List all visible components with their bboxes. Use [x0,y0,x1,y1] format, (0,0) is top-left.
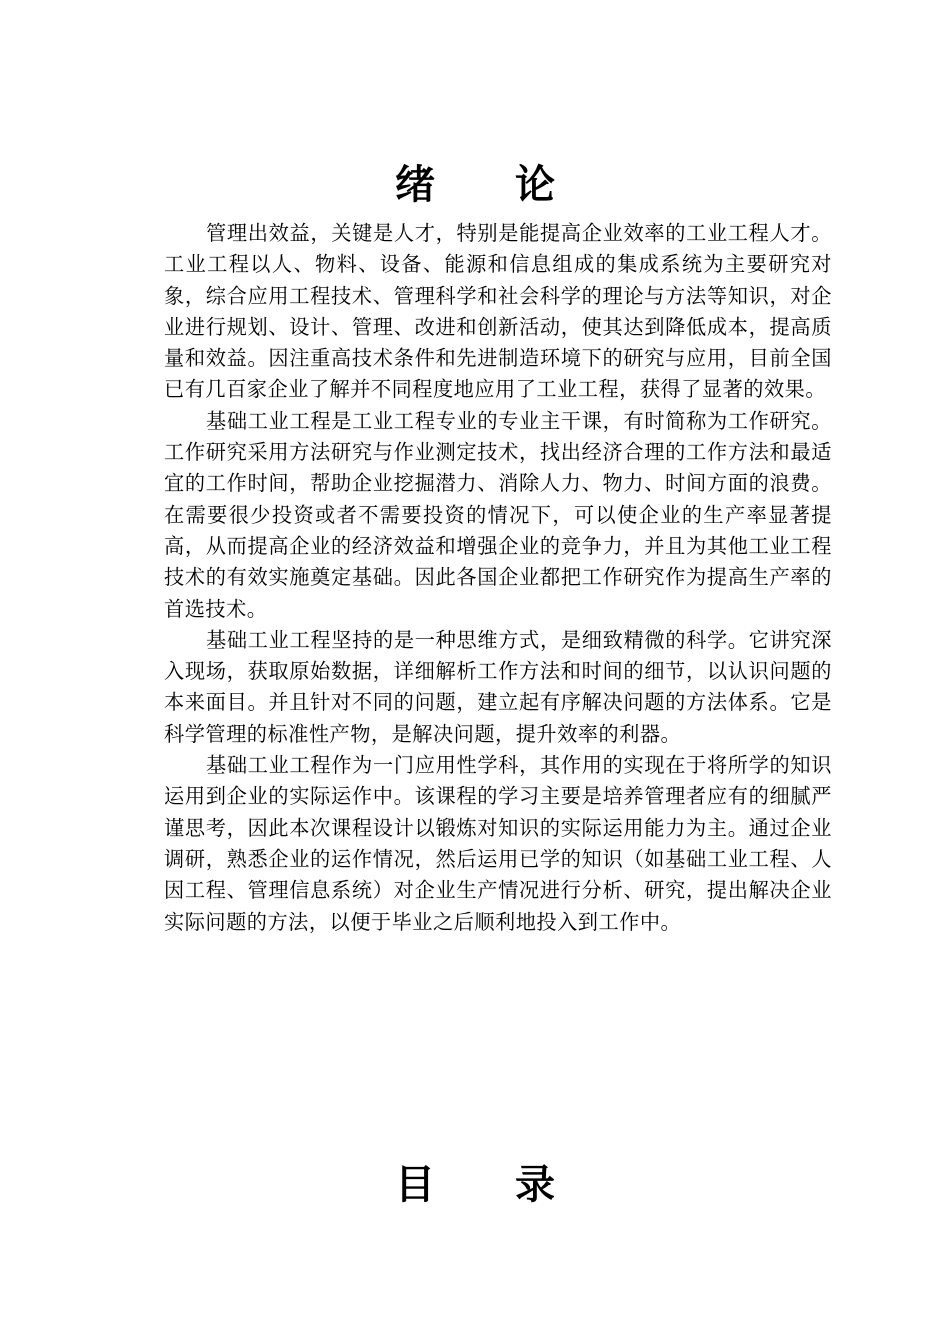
paragraph: 管理出效益，关键是人才，特别是能提高企业效率的工业工程人才。工业工程以人、物料、设备、能源和信息组成的集成系统为主要研究对象，综合应用工程技术、管理科学和社会科学的理论与方法等知识，对企业进行规划、设计、管理、改进和创新活动，使其达到降低成本，提高质量和效益。因注重高技术条件和先进制造环境下的研究与应用，目前全国已有几百家企业了解并不同程度地应用了工业工程，获得了显著的效果。 [164,221,832,402]
paragraph: 基础工业工程作为一门应用性学科，其作用的实现在于将所学的知识运用到企业的实际运作中。该课程的学习主要是培养管理者应有的细腻严谨思考，因此本次课程设计以锻炼对知识的实际运用能力为主。通过企业调研，熟悉企业的运作情况，然后运用已学的知识（如基础工业工程、人因工程、管理信息系统）对企业生产情况进行分析、研究，提出解决企业实际问题的方法，以便于毕业之后顺利地投入到工作中。 [164,753,832,934]
toc-title: 目录 [395,1161,635,1208]
page-title: 绪论 [395,161,635,208]
paragraph: 基础工业工程坚持的是一种思维方式，是细致精微的科学。它讲究深入现场，获取原始数据，详细解析工作方法和时间的细节，以认识问题的本来面目。并且针对不同的问题，建立起有序解决问题的方法体系。它是科学管理的标准性产物，是解决问题，提升效率的利器。 [164,627,832,746]
paragraph: 基础工业工程是工业工程专业的专业主干课，有时简称为工作研究。工作研究采用方法研究与作业测定技术，找出经济合理的工作方法和最适宜的工作时间，帮助企业挖掘潜力、消除人力、物力、时间方面的浪费。在需要很少投资或者不需要投资的情况下，可以使企业的生产率显著提高，从而提高企业的经济效益和增强企业的竞争力，并且为其他工业工程技术的有效实施奠定基础。因此各国企业都把工作研究作为提高生产率的首选技术。 [164,408,832,621]
intro-body [164,218,832,938]
